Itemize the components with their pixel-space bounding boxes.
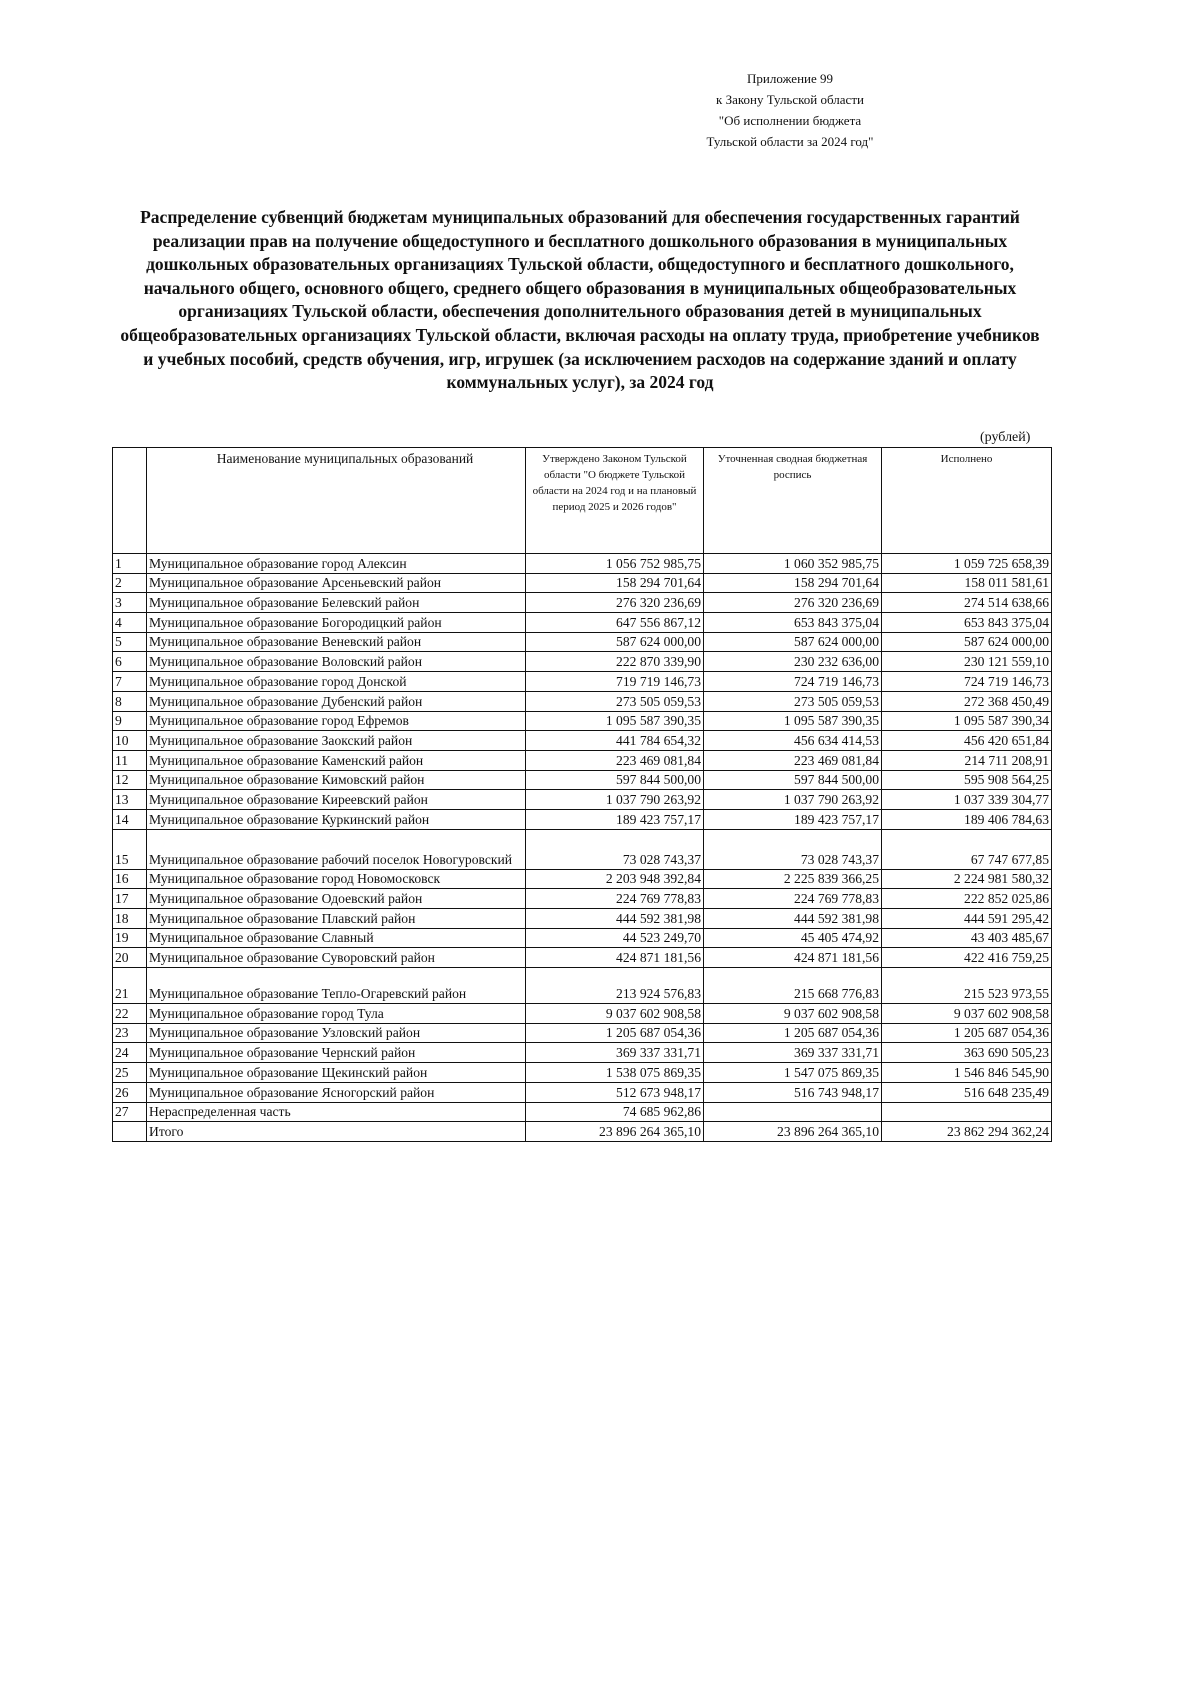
appendix-line-4: Тульской области за 2024 год" bbox=[706, 134, 874, 149]
header-revised: Уточненная сводная бюджетная роспись bbox=[704, 448, 882, 554]
table-row bbox=[113, 652, 1052, 672]
table-row bbox=[113, 1004, 1052, 1024]
row-name: Муниципальное образование Кимовский район bbox=[147, 770, 526, 790]
row-approved: 224 769 778,83 bbox=[526, 889, 704, 909]
table-row bbox=[113, 790, 1052, 810]
row-number: 22 bbox=[113, 1004, 147, 1024]
row-number: 21 bbox=[113, 968, 147, 1004]
row-approved: 1 205 687 054,36 bbox=[526, 1023, 704, 1043]
row-revised: 587 624 000,00 bbox=[704, 632, 882, 652]
row-number: 13 bbox=[113, 790, 147, 810]
table-row bbox=[113, 554, 1052, 574]
row-name: Муниципальное образование рабочий поселок Новогуровский bbox=[147, 829, 526, 869]
header-executed: Исполнено bbox=[882, 448, 1052, 554]
table-row bbox=[113, 750, 1052, 770]
row-executed bbox=[882, 1102, 1052, 1122]
row-executed: 67 747 677,85 bbox=[882, 829, 1052, 869]
row-name: Муниципальное образование Заокский район bbox=[147, 731, 526, 751]
row-approved: 276 320 236,69 bbox=[526, 593, 704, 613]
row-approved: 441 784 654,32 bbox=[526, 731, 704, 751]
row-revised: 1 095 587 390,35 bbox=[704, 711, 882, 731]
row-approved: 1 538 075 869,35 bbox=[526, 1063, 704, 1083]
row-number bbox=[113, 1122, 147, 1142]
row-approved: 222 870 339,90 bbox=[526, 652, 704, 672]
row-revised: 9 037 602 908,58 bbox=[704, 1004, 882, 1024]
row-number: 12 bbox=[113, 770, 147, 790]
table-row bbox=[113, 573, 1052, 593]
row-number: 19 bbox=[113, 928, 147, 948]
row-revised: 223 469 081,84 bbox=[704, 750, 882, 770]
row-name: Муниципальное образование город Новомосковск bbox=[147, 869, 526, 889]
row-name: Муниципальное образование Ясногорский район bbox=[147, 1082, 526, 1102]
row-approved: 647 556 867,12 bbox=[526, 613, 704, 633]
row-number: 15 bbox=[113, 829, 147, 869]
row-executed: 1 546 846 545,90 bbox=[882, 1063, 1052, 1083]
appendix-line-1: Приложение 99 bbox=[746, 71, 834, 86]
table-row bbox=[113, 1102, 1052, 1122]
row-name: Муниципальное образование город Ефремов bbox=[147, 711, 526, 731]
row-approved: 1 095 587 390,35 bbox=[526, 711, 704, 731]
row-revised: 224 769 778,83 bbox=[704, 889, 882, 909]
table-row bbox=[113, 889, 1052, 909]
row-revised: 1 547 075 869,35 bbox=[704, 1063, 882, 1083]
row-revised: 424 871 181,56 bbox=[704, 948, 882, 968]
table-row bbox=[113, 909, 1052, 929]
row-number: 17 bbox=[113, 889, 147, 909]
row-number: 10 bbox=[113, 731, 147, 751]
row-revised: 45 405 474,92 bbox=[704, 928, 882, 948]
row-revised: 158 294 701,64 bbox=[704, 573, 882, 593]
row-name: Муниципальное образование город Донской bbox=[147, 672, 526, 692]
row-number: 8 bbox=[113, 691, 147, 711]
row-name: Итого bbox=[147, 1122, 526, 1142]
row-revised: 369 337 331,71 bbox=[704, 1043, 882, 1063]
row-revised: 273 505 059,53 bbox=[704, 691, 882, 711]
row-approved: 273 505 059,53 bbox=[526, 691, 704, 711]
row-approved: 9 037 602 908,58 bbox=[526, 1004, 704, 1024]
row-name: Муниципальное образование Воловский район bbox=[147, 652, 526, 672]
header-name: Наименование муниципальных образований bbox=[147, 448, 526, 554]
header-number bbox=[113, 448, 147, 554]
row-approved: 597 844 500,00 bbox=[526, 770, 704, 790]
row-revised: 73 028 743,37 bbox=[704, 829, 882, 869]
row-number: 1 bbox=[113, 554, 147, 574]
row-approved: 369 337 331,71 bbox=[526, 1043, 704, 1063]
row-approved: 213 924 576,83 bbox=[526, 968, 704, 1004]
row-approved: 189 423 757,17 bbox=[526, 809, 704, 829]
row-name: Муниципальное образование Суворовский район bbox=[147, 948, 526, 968]
table-row bbox=[113, 1043, 1052, 1063]
row-revised bbox=[704, 1102, 882, 1122]
row-approved: 424 871 181,56 bbox=[526, 948, 704, 968]
row-number: 26 bbox=[113, 1082, 147, 1102]
row-number: 18 bbox=[113, 909, 147, 929]
row-revised: 2 225 839 366,25 bbox=[704, 869, 882, 889]
row-number: 2 bbox=[113, 573, 147, 593]
row-revised: 444 592 381,98 bbox=[704, 909, 882, 929]
row-approved: 587 624 000,00 bbox=[526, 632, 704, 652]
table-row bbox=[113, 1082, 1052, 1102]
row-revised: 230 232 636,00 bbox=[704, 652, 882, 672]
table-row bbox=[113, 1023, 1052, 1043]
row-name: Муниципальное образование Каменский район bbox=[147, 750, 526, 770]
table-row bbox=[113, 593, 1052, 613]
row-approved: 512 673 948,17 bbox=[526, 1082, 704, 1102]
row-approved: 1 056 752 985,75 bbox=[526, 554, 704, 574]
row-approved: 444 592 381,98 bbox=[526, 909, 704, 929]
row-number: 3 bbox=[113, 593, 147, 613]
row-number: 6 bbox=[113, 652, 147, 672]
row-executed: 456 420 651,84 bbox=[882, 731, 1052, 751]
unit-label: (рублей) bbox=[980, 430, 1031, 445]
row-number: 7 bbox=[113, 672, 147, 692]
row-name: Муниципальное образование город Алексин bbox=[147, 554, 526, 574]
row-revised: 23 896 264 365,10 bbox=[704, 1122, 882, 1142]
row-executed: 587 624 000,00 bbox=[882, 632, 1052, 652]
appendix-line-2: к Закону Тульской области bbox=[716, 92, 864, 107]
row-revised: 724 719 146,73 bbox=[704, 672, 882, 692]
row-name: Муниципальное образование Киреевский район bbox=[147, 790, 526, 810]
row-approved: 158 294 701,64 bbox=[526, 573, 704, 593]
row-name: Нераспределенная часть bbox=[147, 1102, 526, 1122]
table-row bbox=[113, 968, 1052, 1004]
table-header-row bbox=[113, 448, 1052, 554]
row-name: Муниципальное образование Арсеньевский район bbox=[147, 573, 526, 593]
row-executed: 230 121 559,10 bbox=[882, 652, 1052, 672]
row-approved: 719 719 146,73 bbox=[526, 672, 704, 692]
table-row bbox=[113, 632, 1052, 652]
row-revised: 1 060 352 985,75 bbox=[704, 554, 882, 574]
table-row bbox=[113, 869, 1052, 889]
total-row bbox=[113, 1122, 1052, 1142]
row-executed: 516 648 235,49 bbox=[882, 1082, 1052, 1102]
row-name: Муниципальное образование Куркинский район bbox=[147, 809, 526, 829]
row-number: 25 bbox=[113, 1063, 147, 1083]
row-approved: 74 685 962,86 bbox=[526, 1102, 704, 1122]
table-row bbox=[113, 672, 1052, 692]
row-name: Муниципальное образование Дубенский район bbox=[147, 691, 526, 711]
table-row bbox=[113, 809, 1052, 829]
row-executed: 422 416 759,25 bbox=[882, 948, 1052, 968]
row-executed: 222 852 025,86 bbox=[882, 889, 1052, 909]
row-executed: 653 843 375,04 bbox=[882, 613, 1052, 633]
subventions-table bbox=[112, 447, 1052, 1142]
row-approved: 44 523 249,70 bbox=[526, 928, 704, 948]
row-approved: 1 037 790 263,92 bbox=[526, 790, 704, 810]
row-name: Муниципальное образование Богородицкий район bbox=[147, 613, 526, 633]
row-name: Муниципальное образование Чернский район bbox=[147, 1043, 526, 1063]
row-revised: 1 037 790 263,92 bbox=[704, 790, 882, 810]
row-number: 5 bbox=[113, 632, 147, 652]
table-row bbox=[113, 770, 1052, 790]
row-name: Муниципальное образование Щекинский район bbox=[147, 1063, 526, 1083]
row-executed: 23 862 294 362,24 bbox=[882, 1122, 1052, 1142]
row-name: Муниципальное образование Веневский район bbox=[147, 632, 526, 652]
table-row bbox=[113, 948, 1052, 968]
row-number: 24 bbox=[113, 1043, 147, 1063]
row-approved: 2 203 948 392,84 bbox=[526, 869, 704, 889]
row-executed: 158 011 581,61 bbox=[882, 573, 1052, 593]
row-executed: 274 514 638,66 bbox=[882, 593, 1052, 613]
row-executed: 43 403 485,67 bbox=[882, 928, 1052, 948]
row-number: 23 bbox=[113, 1023, 147, 1043]
table-row bbox=[113, 691, 1052, 711]
row-approved: 73 028 743,37 bbox=[526, 829, 704, 869]
row-number: 16 bbox=[113, 869, 147, 889]
row-approved: 223 469 081,84 bbox=[526, 750, 704, 770]
table-body bbox=[113, 554, 1052, 1142]
row-revised: 456 634 414,53 bbox=[704, 731, 882, 751]
row-executed: 9 037 602 908,58 bbox=[882, 1004, 1052, 1024]
row-executed: 272 368 450,49 bbox=[882, 691, 1052, 711]
row-name: Муниципальное образование Тепло-Огаревский район bbox=[147, 968, 526, 1004]
table-row bbox=[113, 928, 1052, 948]
table-row bbox=[113, 1063, 1052, 1083]
row-number: 4 bbox=[113, 613, 147, 633]
row-executed: 724 719 146,73 bbox=[882, 672, 1052, 692]
row-name: Муниципальное образование Плавский район bbox=[147, 909, 526, 929]
row-executed: 1 059 725 658,39 bbox=[882, 554, 1052, 574]
table-row bbox=[113, 613, 1052, 633]
row-revised: 189 423 757,17 bbox=[704, 809, 882, 829]
row-name: Муниципальное образование Узловский район bbox=[147, 1023, 526, 1043]
row-name: Муниципальное образование Белевский район bbox=[147, 593, 526, 613]
row-revised: 215 668 776,83 bbox=[704, 968, 882, 1004]
row-number: 11 bbox=[113, 750, 147, 770]
row-executed: 595 908 564,25 bbox=[882, 770, 1052, 790]
row-revised: 516 743 948,17 bbox=[704, 1082, 882, 1102]
row-executed: 215 523 973,55 bbox=[882, 968, 1052, 1004]
row-executed: 214 711 208,91 bbox=[882, 750, 1052, 770]
row-revised: 597 844 500,00 bbox=[704, 770, 882, 790]
row-revised: 276 320 236,69 bbox=[704, 593, 882, 613]
row-executed: 1 037 339 304,77 bbox=[882, 790, 1052, 810]
row-number: 9 bbox=[113, 711, 147, 731]
table-row bbox=[113, 829, 1052, 869]
row-revised: 1 205 687 054,36 bbox=[704, 1023, 882, 1043]
row-name: Муниципальное образование город Тула bbox=[147, 1004, 526, 1024]
row-executed: 363 690 505,23 bbox=[882, 1043, 1052, 1063]
row-executed: 1 205 687 054,36 bbox=[882, 1023, 1052, 1043]
row-revised: 653 843 375,04 bbox=[704, 613, 882, 633]
row-approved: 23 896 264 365,10 bbox=[526, 1122, 704, 1142]
row-executed: 189 406 784,63 bbox=[882, 809, 1052, 829]
table-row bbox=[113, 731, 1052, 751]
row-name: Муниципальное образование Славный bbox=[147, 928, 526, 948]
header-approved: Утверждено Законом Тульской области "О бюджете Тульской области на 2024 год и на плановый период 2025 и 2026 годов" bbox=[526, 448, 704, 554]
row-executed: 1 095 587 390,34 bbox=[882, 711, 1052, 731]
table-row bbox=[113, 711, 1052, 731]
row-number: 14 bbox=[113, 809, 147, 829]
appendix-note bbox=[640, 68, 940, 152]
row-number: 20 bbox=[113, 948, 147, 968]
row-number: 27 bbox=[113, 1102, 147, 1122]
row-name: Муниципальное образование Одоевский район bbox=[147, 889, 526, 909]
document-title: Распределение субвенций бюджетам муниципальных образований для обеспечения государственных гарантий реализации прав на получение общедоступного и бесплатного дошкольного образования в муниципальных дошкольных образовательных организациях Тульской области, общедоступного и бесплатного дошкольного, начального общего, основного общего, среднего общего образования в муниципальных общеобразовательных организациях Тульской области, обеспечения дополнительного образования детей в муниципальных общеобразовательных организациях Тульской области, включая расходы на оплату труда, приобретение учебников и учебных пособий, средств обучения, игр, игрушек (за исключением расходов на содержание зданий и оплату коммунальных услуг), за 2024 год bbox=[120, 207, 1040, 393]
row-executed: 444 591 295,42 bbox=[882, 909, 1052, 929]
row-executed: 2 224 981 580,32 bbox=[882, 869, 1052, 889]
appendix-line-3: "Об исполнении бюджета bbox=[718, 113, 862, 128]
